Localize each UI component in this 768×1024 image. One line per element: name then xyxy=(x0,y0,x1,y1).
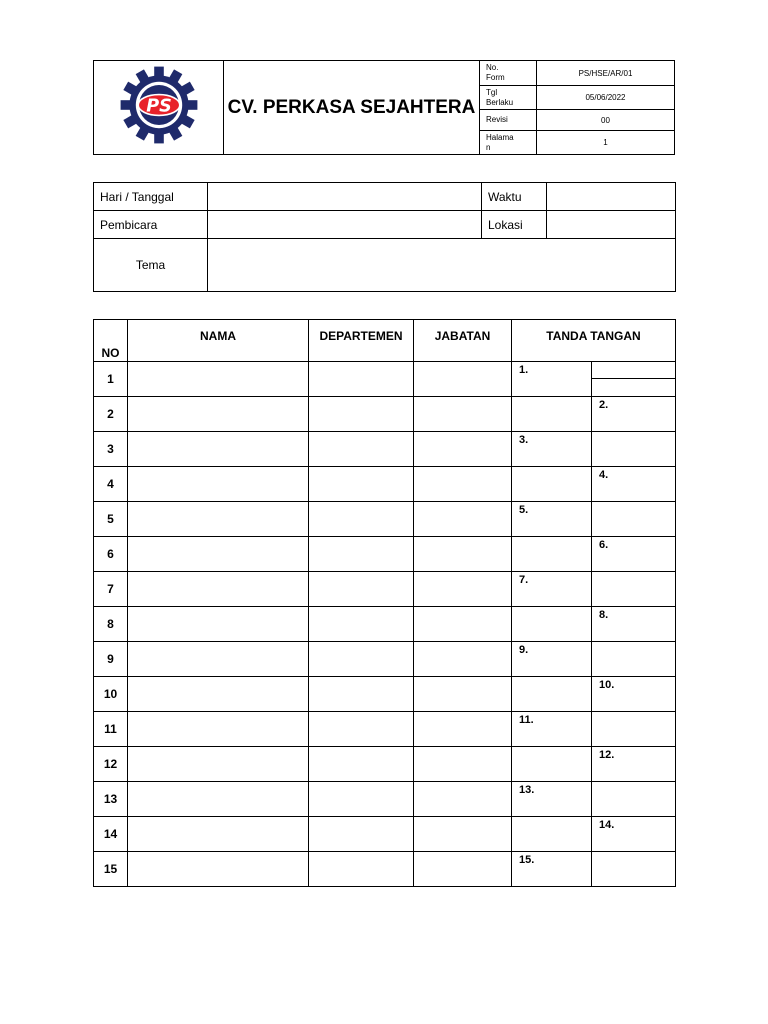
signature-field-left[interactable] xyxy=(512,817,592,852)
row-number: 6 xyxy=(94,537,128,572)
nama-field[interactable] xyxy=(128,467,309,502)
signature-field-right[interactable] xyxy=(592,502,676,537)
signature-field-right[interactable]: 2. xyxy=(592,397,676,432)
nama-field[interactable] xyxy=(128,817,309,852)
departemen-field[interactable] xyxy=(309,607,414,642)
signature-field-left[interactable]: 13. xyxy=(512,782,592,817)
signature-field-right[interactable]: 8. xyxy=(592,607,676,642)
row-number: 15 xyxy=(94,852,128,887)
signature-field-right[interactable]: 12. xyxy=(592,747,676,782)
signature-field-right[interactable] xyxy=(592,782,676,817)
jabatan-field[interactable] xyxy=(414,432,512,467)
gear-logo-icon xyxy=(119,65,199,145)
logo-text: PS xyxy=(145,96,172,117)
table-row xyxy=(94,677,676,712)
signature-field-left[interactable]: 15. xyxy=(512,852,592,887)
row-number: 1 xyxy=(94,362,128,397)
row-number: 10 xyxy=(94,677,128,712)
signature-field-left[interactable]: 1. xyxy=(512,362,592,397)
departemen-field[interactable] xyxy=(309,432,414,467)
nama-field[interactable] xyxy=(128,642,309,677)
row-number: 2 xyxy=(94,397,128,432)
table-row xyxy=(94,607,676,642)
header-jabatan: JABATAN xyxy=(414,320,512,362)
form-header xyxy=(93,60,675,155)
departemen-field[interactable] xyxy=(309,747,414,782)
signature-field-right[interactable] xyxy=(592,852,676,887)
signature-field-left[interactable] xyxy=(512,397,592,432)
table-row xyxy=(94,852,676,887)
row-number: 13 xyxy=(94,782,128,817)
table-row xyxy=(94,467,676,502)
meta-key: Tgl Berlaku xyxy=(480,86,537,110)
nama-field[interactable] xyxy=(128,502,309,537)
signature-field-right[interactable]: 4. xyxy=(592,467,676,502)
departemen-field[interactable] xyxy=(309,817,414,852)
nama-field[interactable] xyxy=(128,572,309,607)
location-field[interactable] xyxy=(547,211,676,239)
jabatan-field[interactable] xyxy=(414,747,512,782)
jabatan-field[interactable] xyxy=(414,642,512,677)
signature-field-right[interactable]: 14. xyxy=(592,817,676,852)
nama-field[interactable] xyxy=(128,852,309,887)
meta-key: Revisi xyxy=(480,110,537,131)
location-label: Lokasi xyxy=(482,211,547,239)
table-row xyxy=(94,782,676,817)
jabatan-field[interactable] xyxy=(414,397,512,432)
time-field[interactable] xyxy=(547,183,676,211)
nama-field[interactable] xyxy=(128,362,309,397)
signature-field-right[interactable] xyxy=(592,432,676,467)
signature-field-right[interactable] xyxy=(592,572,676,607)
signature-field-left[interactable]: 5. xyxy=(512,502,592,537)
header-no: NO xyxy=(94,320,128,362)
departemen-field[interactable] xyxy=(309,642,414,677)
table-row xyxy=(94,362,676,397)
departemen-field[interactable] xyxy=(309,502,414,537)
table-row xyxy=(94,642,676,677)
departemen-field[interactable] xyxy=(309,712,414,747)
table-row xyxy=(94,817,676,852)
meta-key: No. Form xyxy=(480,61,537,86)
company-logo xyxy=(94,61,224,155)
jabatan-field[interactable] xyxy=(414,362,512,397)
date-field[interactable] xyxy=(208,183,482,211)
signature-field-right[interactable]: 6. xyxy=(592,537,676,572)
row-number: 14 xyxy=(94,817,128,852)
nama-field[interactable] xyxy=(128,747,309,782)
row-number: 11 xyxy=(94,712,128,747)
nama-field[interactable] xyxy=(128,782,309,817)
speaker-field[interactable] xyxy=(208,211,482,239)
signature-field-left[interactable]: 9. xyxy=(512,642,592,677)
signature-field-right[interactable] xyxy=(592,362,676,397)
departemen-field[interactable] xyxy=(309,572,414,607)
jabatan-field[interactable] xyxy=(414,817,512,852)
nama-field[interactable] xyxy=(128,712,309,747)
signature-field-left[interactable] xyxy=(512,747,592,782)
header-departemen: DEPARTEMEN xyxy=(309,320,414,362)
nama-field[interactable] xyxy=(128,432,309,467)
signature-field-right[interactable] xyxy=(592,712,676,747)
jabatan-field[interactable] xyxy=(414,782,512,817)
departemen-field[interactable] xyxy=(309,537,414,572)
row-number: 12 xyxy=(94,747,128,782)
signature-field-left[interactable]: 11. xyxy=(512,712,592,747)
jabatan-field[interactable] xyxy=(414,607,512,642)
departemen-field[interactable] xyxy=(309,677,414,712)
row-number: 3 xyxy=(94,432,128,467)
meta-value: 00 xyxy=(537,110,675,131)
jabatan-field[interactable] xyxy=(414,502,512,537)
signature-field-right[interactable]: 10. xyxy=(592,677,676,712)
row-number: 9 xyxy=(94,642,128,677)
departemen-field[interactable] xyxy=(309,362,414,397)
table-row xyxy=(94,397,676,432)
table-row xyxy=(94,572,676,607)
speaker-label: Pembicara xyxy=(94,211,208,239)
nama-field[interactable] xyxy=(128,537,309,572)
table-row xyxy=(94,747,676,782)
meta-value: PS/HSE/AR/01 xyxy=(537,61,675,86)
meta-value: 05/06/2022 xyxy=(537,86,675,110)
signature-field-left[interactable]: 7. xyxy=(512,572,592,607)
table-row xyxy=(94,502,676,537)
signature-field-left[interactable] xyxy=(512,677,592,712)
jabatan-field[interactable] xyxy=(414,537,512,572)
nama-field[interactable] xyxy=(128,677,309,712)
row-number: 5 xyxy=(94,502,128,537)
meta-key: Halama n xyxy=(480,131,537,155)
topic-label: Tema xyxy=(94,239,208,292)
signature-field-right[interactable] xyxy=(592,642,676,677)
date-label: Hari / Tanggal xyxy=(94,183,208,211)
nama-field[interactable] xyxy=(128,397,309,432)
table-row xyxy=(94,712,676,747)
row-number: 7 xyxy=(94,572,128,607)
topic-field[interactable] xyxy=(208,239,676,292)
table-row xyxy=(94,537,676,572)
signature-field-left[interactable] xyxy=(512,467,592,502)
jabatan-field[interactable] xyxy=(414,572,512,607)
departemen-field[interactable] xyxy=(309,467,414,502)
signature-field-left[interactable]: 3. xyxy=(512,432,592,467)
header-tanda-tangan: TANDA TANGAN xyxy=(512,320,676,362)
signature-field-left[interactable] xyxy=(512,537,592,572)
departemen-field[interactable] xyxy=(309,782,414,817)
attendance-table xyxy=(93,319,676,887)
departemen-field[interactable] xyxy=(309,397,414,432)
company-name: CV. PERKASA SEJAHTERA xyxy=(224,61,480,155)
jabatan-field[interactable] xyxy=(414,712,512,747)
jabatan-field[interactable] xyxy=(414,677,512,712)
time-label: Waktu xyxy=(482,183,547,211)
header-nama: NAMA xyxy=(128,320,309,362)
jabatan-field[interactable] xyxy=(414,852,512,887)
meeting-info-table xyxy=(93,182,676,292)
row-number: 4 xyxy=(94,467,128,502)
row-number: 8 xyxy=(94,607,128,642)
signature-field-left[interactable] xyxy=(512,607,592,642)
nama-field[interactable] xyxy=(128,607,309,642)
meta-value: 1 xyxy=(537,131,675,155)
jabatan-field[interactable] xyxy=(414,467,512,502)
departemen-field[interactable] xyxy=(309,852,414,887)
table-row xyxy=(94,432,676,467)
